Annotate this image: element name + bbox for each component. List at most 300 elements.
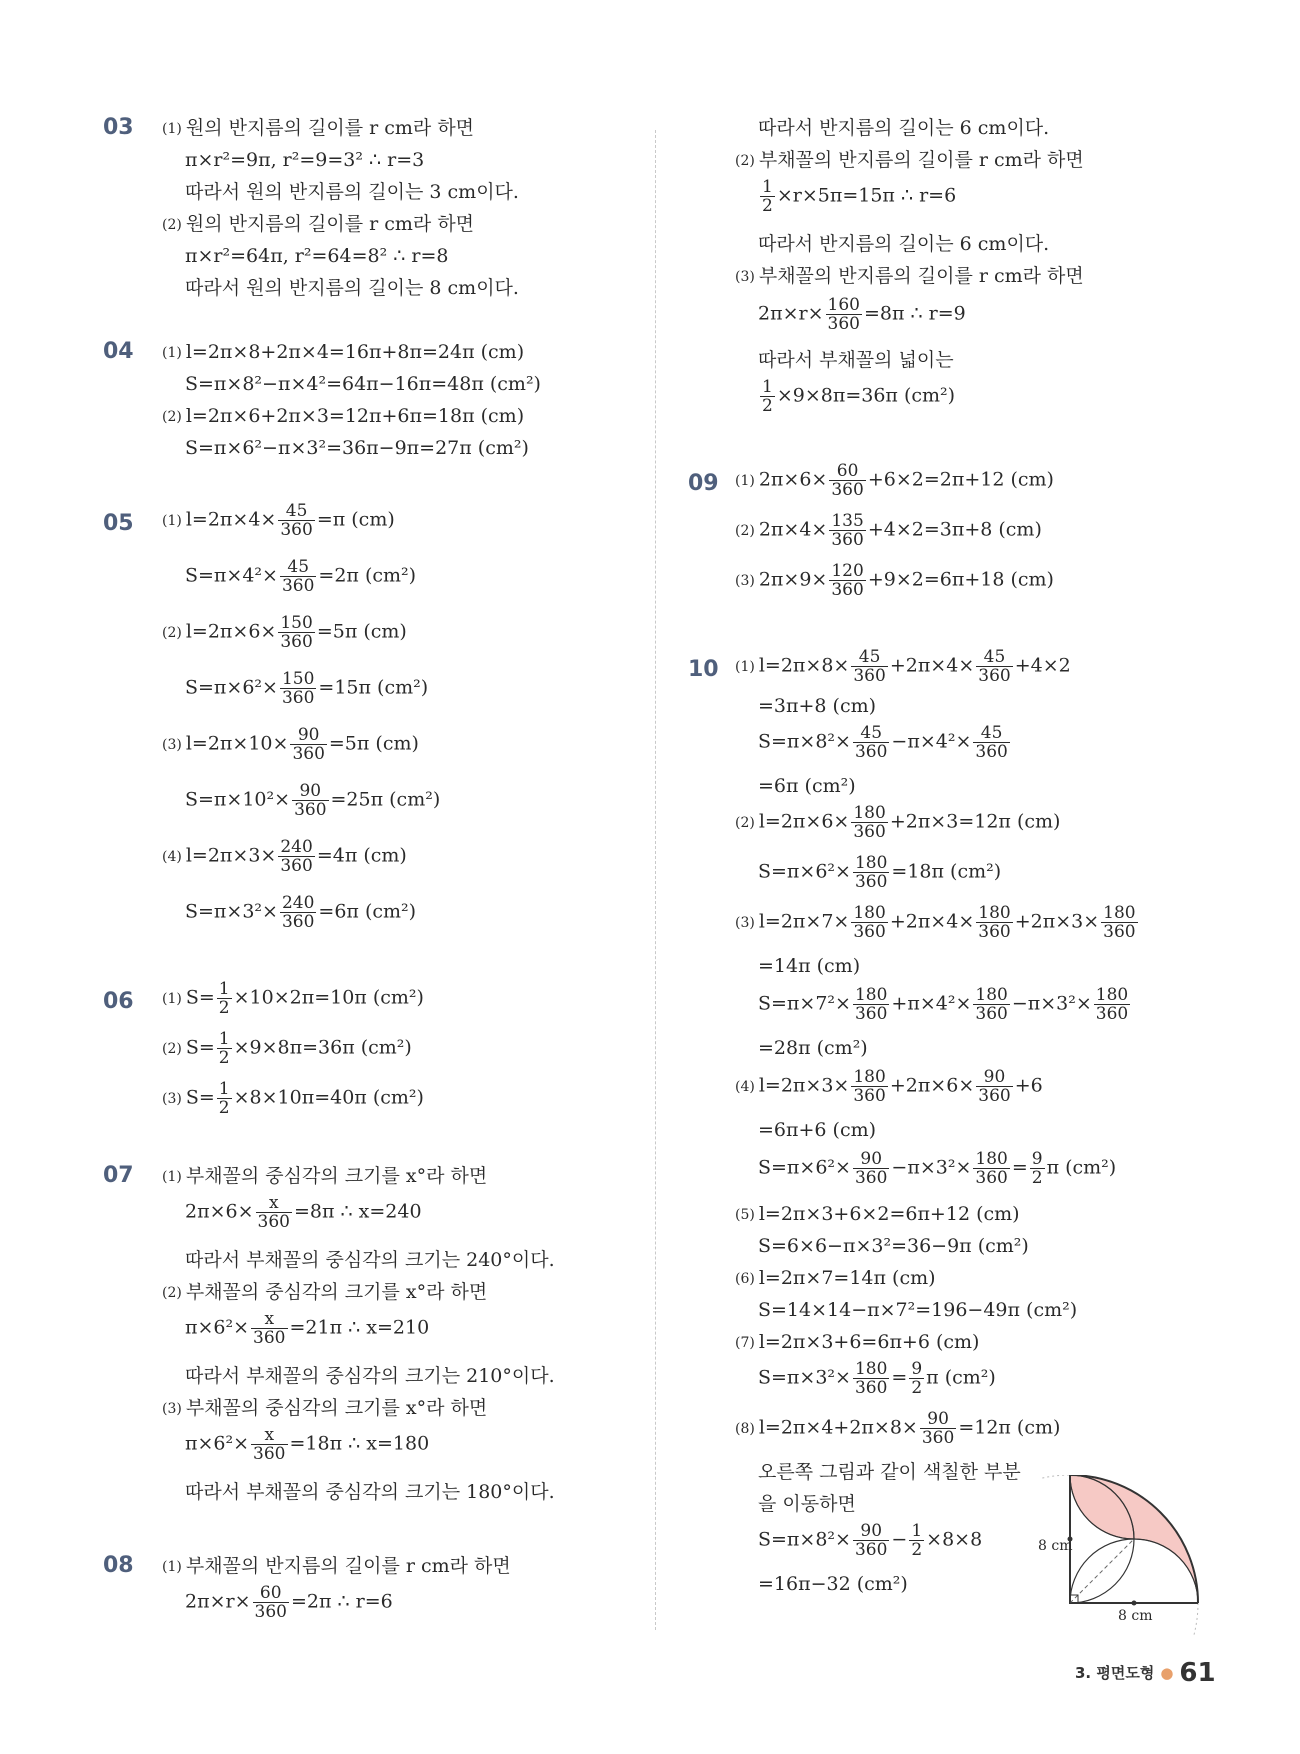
expr-prefix: 2π×r× (758, 302, 824, 325)
denominator: 360 (280, 520, 313, 540)
solution-line (758, 1118, 876, 1142)
sub-question-label: (6) (735, 1271, 755, 1287)
denominator: 360 (827, 314, 860, 334)
solution-line (185, 276, 519, 300)
numerator: x (251, 1310, 287, 1329)
page-footer (1075, 1658, 1216, 1688)
solution-line (735, 1068, 1043, 1105)
fraction (853, 724, 889, 761)
numerator: 150 (281, 669, 315, 689)
denominator: 360 (1095, 1004, 1129, 1024)
fraction (909, 1522, 924, 1559)
expr-middle: −π×3²× (891, 1156, 972, 1179)
denominator: 360 (978, 922, 1011, 942)
fraction (280, 558, 316, 595)
sub-question-label: (2) (735, 153, 755, 169)
line-text: 을 이동하면 (758, 1493, 856, 1515)
numerator: 45 (280, 558, 316, 577)
solution-line (735, 1410, 1060, 1447)
problem-number: 07 (103, 1163, 134, 1188)
expr-suffix: +2π×3=12π (cm) (889, 810, 1061, 833)
fraction (217, 1030, 232, 1067)
denominator: 360 (253, 1328, 286, 1348)
problem-number: 05 (103, 511, 134, 536)
expr-suffix: +4×2 (1014, 654, 1071, 677)
solution-line (185, 1310, 429, 1347)
solution-line (758, 348, 954, 372)
solution-line (758, 986, 1132, 1023)
sub-question-label: (3) (735, 269, 755, 285)
solution-line (162, 502, 395, 539)
denominator: 360 (280, 856, 313, 876)
solution-line (758, 1036, 868, 1060)
solution-line (162, 1080, 424, 1117)
solution-line (758, 854, 1001, 891)
solution-line (185, 1364, 555, 1388)
expr-middle: +2π×4× (889, 910, 975, 933)
fraction (853, 1360, 889, 1397)
numerator: 180 (854, 985, 888, 1005)
solution-line (758, 694, 876, 718)
fraction (973, 724, 1009, 761)
denominator: 2 (911, 1540, 923, 1560)
line-text: 부채꼴의 반지름의 길이를 r cm라 하면 (758, 149, 1084, 171)
numerator: 1 (218, 1029, 230, 1049)
expr-suffix: +9×2=6π+18 (cm) (867, 568, 1054, 591)
denominator: 360 (975, 1004, 1008, 1024)
denominator: 360 (853, 1086, 886, 1106)
denominator: 2 (911, 1378, 923, 1398)
expr-suffix: ×10×2π=10π (cm²) (233, 986, 424, 1009)
numerator: 180 (853, 803, 886, 823)
expr-suffix: π (cm²) (1046, 1156, 1117, 1179)
denominator: 2 (218, 998, 230, 1018)
expr-middle: − (891, 1528, 908, 1551)
fraction (251, 1426, 287, 1463)
denominator: 360 (854, 742, 888, 762)
line-text: S=6×6−π×3²=36−9π (cm²) (758, 1235, 1029, 1257)
solution-line (735, 562, 1054, 599)
numerator: 1 (218, 1079, 230, 1099)
solution-line (162, 614, 407, 651)
sub-question-label: (8) (735, 1420, 755, 1437)
denominator: 360 (921, 1428, 955, 1448)
line-text: 따라서 부채꼴의 중심각의 크기는 210°이다. (185, 1365, 555, 1387)
fraction (829, 462, 865, 499)
expr-middle: −π×4²× (891, 730, 972, 753)
line-text: 따라서 반지름의 길이는 6 cm이다. (758, 233, 1050, 255)
sub-question-label: (3) (162, 1090, 182, 1107)
expr-suffix: =8π ∴ x=240 (293, 1200, 422, 1223)
denominator: 360 (831, 480, 864, 500)
page-number: 61 (1179, 1658, 1216, 1688)
problem-number: 10 (688, 657, 719, 682)
line-text: π×r²=64π, r²=64=8² ∴ r=8 (185, 245, 449, 267)
expr-suffix: =25π (cm²) (330, 788, 441, 811)
expr-suffix: +6×2=2π+12 (cm) (867, 468, 1054, 491)
denominator: 360 (831, 530, 864, 550)
solution-line (162, 116, 474, 141)
solution-line (735, 648, 1071, 685)
solution-line (185, 558, 416, 595)
expr-prefix: S=π×10²× (185, 788, 291, 811)
solution-line (185, 1426, 429, 1463)
denominator: 360 (853, 822, 886, 842)
line-text: S=π×8²−π×4²=64π−16π=48π (cm²) (185, 373, 541, 395)
line-text: =6π (cm²) (758, 775, 856, 797)
numerator: 90 (853, 1150, 889, 1169)
expr-suffix: =18π ∴ x=180 (289, 1432, 430, 1455)
numerator: 45 (976, 648, 1012, 667)
solution-line (758, 1492, 856, 1516)
denominator: 360 (294, 800, 327, 820)
expr-prefix: π×6²× (185, 1316, 250, 1339)
fraction (853, 854, 889, 891)
fraction (851, 648, 887, 685)
expr-suffix: =12π (cm) (958, 1416, 1061, 1439)
numerator: 60 (829, 462, 865, 481)
expr-prefix: S= (185, 1036, 215, 1059)
expr-suffix: ×8×10π=40π (cm²) (233, 1086, 424, 1109)
expr-suffix: =4π (cm) (316, 844, 407, 867)
numerator: 1 (218, 979, 230, 999)
fraction (280, 894, 316, 931)
solution-line (185, 1480, 555, 1504)
sub-question-label: (3) (162, 1401, 182, 1417)
fraction (853, 1150, 889, 1187)
numerator: 9 (1031, 1149, 1043, 1169)
expr-middle: +π×4²× (891, 992, 972, 1015)
fraction (920, 1410, 956, 1447)
numerator: 180 (853, 903, 886, 923)
expr-prefix: S=π×6²× (185, 676, 278, 699)
sub-question-label: (3) (162, 736, 182, 753)
fraction (829, 512, 865, 549)
line-text: =6π+6 (cm) (758, 1119, 877, 1141)
expr-prefix: S=π×8²× (758, 730, 851, 753)
numerator: 180 (853, 1067, 886, 1087)
expr-prefix: l=2π×3× (758, 1074, 850, 1097)
numerator: 180 (854, 1359, 888, 1379)
sub-question-label: (2) (162, 409, 182, 425)
sub-question-label: (4) (735, 1078, 755, 1095)
expr-middle: +2π×6× (889, 1074, 975, 1097)
fraction (217, 1080, 232, 1117)
expr-middle: −π×3²× (1011, 992, 1092, 1015)
denominator: 360 (253, 1444, 286, 1464)
solution-line (162, 980, 424, 1017)
solution-line (162, 1030, 412, 1067)
expr-prefix: S=π×6²× (758, 1156, 851, 1179)
solution-line (735, 804, 1060, 841)
figure-label-bottom: 8 cm (1118, 1608, 1153, 1624)
line-text: =14π (cm) (758, 955, 861, 977)
denominator: 360 (854, 1378, 888, 1398)
expr-prefix: S=π×6²× (758, 860, 851, 883)
line-text: =28π (cm²) (758, 1037, 868, 1059)
solution-line (162, 1554, 511, 1579)
numerator: 90 (853, 1522, 889, 1541)
sub-question-label: (2) (162, 217, 182, 233)
sub-question-label: (1) (162, 1559, 182, 1575)
expr-prefix: l=2π×3× (185, 844, 277, 867)
line-text: 원의 반지름의 길이를 r cm라 하면 (185, 117, 475, 139)
sub-question-label: (3) (735, 914, 755, 931)
fraction (851, 804, 887, 841)
expr-prefix: π×6²× (185, 1432, 250, 1455)
expr-suffix: ×9×8π=36π (cm²) (776, 384, 956, 407)
line-text: 따라서 반지름의 길이는 6 cm이다. (758, 117, 1050, 139)
denominator: 360 (978, 666, 1011, 686)
sub-question-label: (4) (162, 848, 182, 865)
solution-line (735, 512, 1042, 549)
solution-line (735, 1330, 979, 1355)
fraction (253, 1584, 289, 1621)
numerator: 120 (831, 561, 864, 581)
fraction (851, 1068, 887, 1105)
solution-line (162, 838, 407, 875)
denominator: 360 (975, 742, 1008, 762)
numerator: 45 (851, 648, 887, 667)
expr-prefix: S=π×4²× (185, 564, 278, 587)
fraction (976, 904, 1012, 941)
expr-suffix: +4×2=3π+8 (cm) (867, 518, 1042, 541)
denominator: 360 (978, 1086, 1011, 1106)
line-text: =16π−32 (cm²) (758, 1573, 908, 1595)
expr-prefix: l=2π×6× (758, 810, 850, 833)
expr-prefix: S= (185, 986, 215, 1009)
solution-line (758, 178, 956, 215)
numerator: 90 (976, 1068, 1012, 1087)
line-text: 따라서 부채꼴의 넓이는 (758, 349, 954, 371)
line-text: π×r²=9π, r²=9=3² ∴ r=3 (185, 149, 425, 171)
expr-suffix: =18π (cm²) (891, 860, 1002, 883)
solution-line (758, 1234, 1029, 1258)
solution-line (758, 296, 966, 333)
sub-question-label: (1) (162, 1169, 182, 1185)
numerator: 240 (281, 893, 315, 913)
column-divider (655, 130, 656, 1630)
line-text: 부채꼴의 중심각의 크기를 x°라 하면 (185, 1281, 488, 1303)
expr-suffix: =8π ∴ r=9 (863, 302, 966, 325)
numerator: 60 (253, 1584, 289, 1603)
fraction (251, 1310, 287, 1347)
fraction (909, 1360, 924, 1397)
numerator: x (256, 1194, 292, 1213)
solution-line (735, 1202, 1020, 1227)
numerator: x (251, 1426, 287, 1445)
solution-line (758, 232, 1049, 256)
line-text: 따라서 원의 반지름의 길이는 8 cm이다. (185, 277, 519, 299)
expr-middle: = (1011, 1156, 1028, 1179)
expr-suffix: ×9×8π=36π (cm²) (233, 1036, 412, 1059)
expr-middle: +2π×4× (889, 654, 975, 677)
denominator: 360 (254, 1602, 287, 1622)
problem-number: 09 (688, 471, 719, 496)
solution-line (162, 340, 524, 365)
fraction (976, 1068, 1012, 1105)
chapter-label: 3. 평면도형 (1075, 1664, 1155, 1682)
expr-prefix: 2π×4× (758, 518, 828, 541)
fraction (1094, 986, 1130, 1023)
fraction (1030, 1150, 1045, 1187)
solution-line (758, 116, 1049, 140)
fraction (280, 670, 316, 707)
expr-prefix: S=π×8²× (758, 1528, 851, 1551)
solution-line (735, 1266, 936, 1291)
expr-prefix: S=π×3²× (185, 900, 278, 923)
denominator: 360 (831, 580, 864, 600)
expr-suffix: +6 (1014, 1074, 1043, 1097)
denominator: 360 (975, 1168, 1008, 1188)
fraction (760, 378, 775, 415)
solution-line (185, 894, 416, 931)
numerator: 90 (920, 1410, 956, 1429)
solution-line (162, 1396, 487, 1421)
denominator: 360 (257, 1212, 290, 1232)
sub-question-label: (1) (735, 658, 755, 675)
sub-question-label: (1) (162, 512, 182, 529)
expr-prefix: S= (185, 1086, 215, 1109)
solution-line (185, 1194, 422, 1231)
solution-line (185, 670, 428, 707)
line-text: S=14×14−π×7²=196−49π (cm²) (758, 1299, 1078, 1321)
figure-label-left: 8 cm (1038, 1538, 1073, 1554)
solution-line (758, 774, 856, 798)
solution-line (185, 1584, 393, 1621)
sub-question-label: (1) (162, 990, 182, 1007)
line-text: 따라서 부채꼴의 중심각의 크기는 180°이다. (185, 1481, 555, 1503)
bullet-dot-icon: ● (1160, 1664, 1174, 1682)
denominator: 2 (1031, 1168, 1043, 1188)
solution-line (758, 378, 955, 415)
solution-line (758, 954, 860, 978)
fraction (217, 980, 232, 1017)
line-text: 따라서 원의 반지름의 길이는 3 cm이다. (185, 181, 519, 203)
line-text: =3π+8 (cm) (758, 695, 877, 717)
numerator: 180 (978, 903, 1011, 923)
solution-line (758, 1150, 1116, 1187)
problem-number: 03 (103, 115, 134, 140)
numerator: 150 (280, 613, 313, 633)
denominator: 360 (854, 1004, 888, 1024)
solution-line (162, 404, 524, 429)
line-text: 오른쪽 그림과 같이 색칠한 부분 (758, 1461, 1021, 1483)
expr-prefix: S=π×7²× (758, 992, 851, 1015)
sub-question-label: (2) (162, 1285, 182, 1301)
solution-line (758, 1298, 1077, 1322)
line-text: l=2π×3+6=6π+6 (cm) (758, 1331, 980, 1353)
denominator: 360 (281, 576, 315, 596)
denominator: 360 (853, 666, 886, 686)
denominator: 2 (762, 396, 773, 416)
fraction (1101, 904, 1137, 941)
expr-suffix: π (cm²) (926, 1366, 996, 1389)
fraction (973, 986, 1009, 1023)
denominator: 360 (853, 922, 886, 942)
expr-suffix: =π (cm) (316, 508, 395, 531)
sub-question-label: (2) (162, 1040, 182, 1057)
solution-line (162, 212, 474, 237)
line-text: l=2π×7=14π (cm) (758, 1267, 936, 1289)
denominator: 360 (1103, 922, 1136, 942)
line-text: 부채꼴의 반지름의 길이를 r cm라 하면 (758, 265, 1084, 287)
expr-prefix: 2π×9× (758, 568, 828, 591)
solution-line (735, 148, 1084, 173)
expr-middle: = (891, 1366, 908, 1389)
solution-line (185, 436, 529, 460)
solution-line (185, 148, 424, 172)
solution-line (185, 1248, 555, 1272)
solution-line (162, 1280, 487, 1305)
solution-line (185, 180, 519, 204)
line-text: 부채꼴의 중심각의 크기를 x°라 하면 (185, 1397, 488, 1419)
fraction (976, 648, 1012, 685)
numerator: 180 (975, 1149, 1008, 1169)
solution-line (758, 1460, 1021, 1484)
expr-suffix: =2π (cm²) (318, 564, 417, 587)
fraction (256, 1194, 292, 1231)
sub-question-label: (7) (735, 1335, 755, 1351)
denominator: 360 (854, 1540, 888, 1560)
solution-line (735, 904, 1140, 941)
denominator: 360 (854, 1168, 888, 1188)
line-text: l=2π×3+6×2=6π+12 (cm) (758, 1203, 1020, 1225)
problem-number: 08 (103, 1553, 134, 1578)
numerator: 1 (762, 177, 773, 197)
numerator: 180 (854, 853, 888, 873)
expr-suffix: =15π (cm²) (318, 676, 429, 699)
sub-question-label: (1) (162, 345, 182, 361)
numerator: 240 (280, 837, 313, 857)
line-text: S=π×6²−π×3²=36π−9π=27π (cm²) (185, 437, 529, 459)
expr-prefix: l=2π×4+2π×8× (758, 1416, 918, 1439)
solution-line (185, 244, 448, 268)
denominator: 2 (218, 1098, 230, 1118)
expr-suffix: =6π (cm²) (318, 900, 417, 923)
sub-question-label: (5) (735, 1207, 755, 1223)
solution-line (758, 1360, 996, 1397)
expr-prefix: l=2π×7× (758, 910, 850, 933)
solution-line (185, 782, 440, 819)
solution-line (162, 1164, 487, 1189)
line-text: l=2π×6+2π×3=12π+6π=18π (cm) (185, 405, 525, 427)
fraction (829, 562, 865, 599)
numerator: 180 (1103, 903, 1136, 923)
sub-question-label: (2) (735, 522, 755, 539)
sub-question-label: (3) (735, 572, 755, 589)
sub-question-label: (2) (162, 624, 182, 641)
fraction (851, 904, 887, 941)
expr-prefix: 2π×6× (758, 468, 828, 491)
numerator: 180 (975, 985, 1008, 1005)
fraction (278, 838, 314, 875)
fraction (826, 296, 862, 333)
numerator: 90 (292, 782, 328, 801)
expr-middle: +2π×3× (1014, 910, 1100, 933)
denominator: 360 (281, 688, 315, 708)
numerator: 1 (911, 1521, 923, 1541)
solution-line (735, 462, 1054, 499)
line-text: l=2π×8+2π×4=16π+8π=24π (cm) (185, 341, 525, 363)
denominator: 360 (854, 872, 888, 892)
fraction (853, 1522, 889, 1559)
denominator: 360 (281, 912, 315, 932)
numerator: 160 (827, 295, 860, 315)
fraction (973, 1150, 1009, 1187)
fraction (292, 782, 328, 819)
expr-suffix: ×r×5π=15π ∴ r=6 (776, 184, 957, 207)
